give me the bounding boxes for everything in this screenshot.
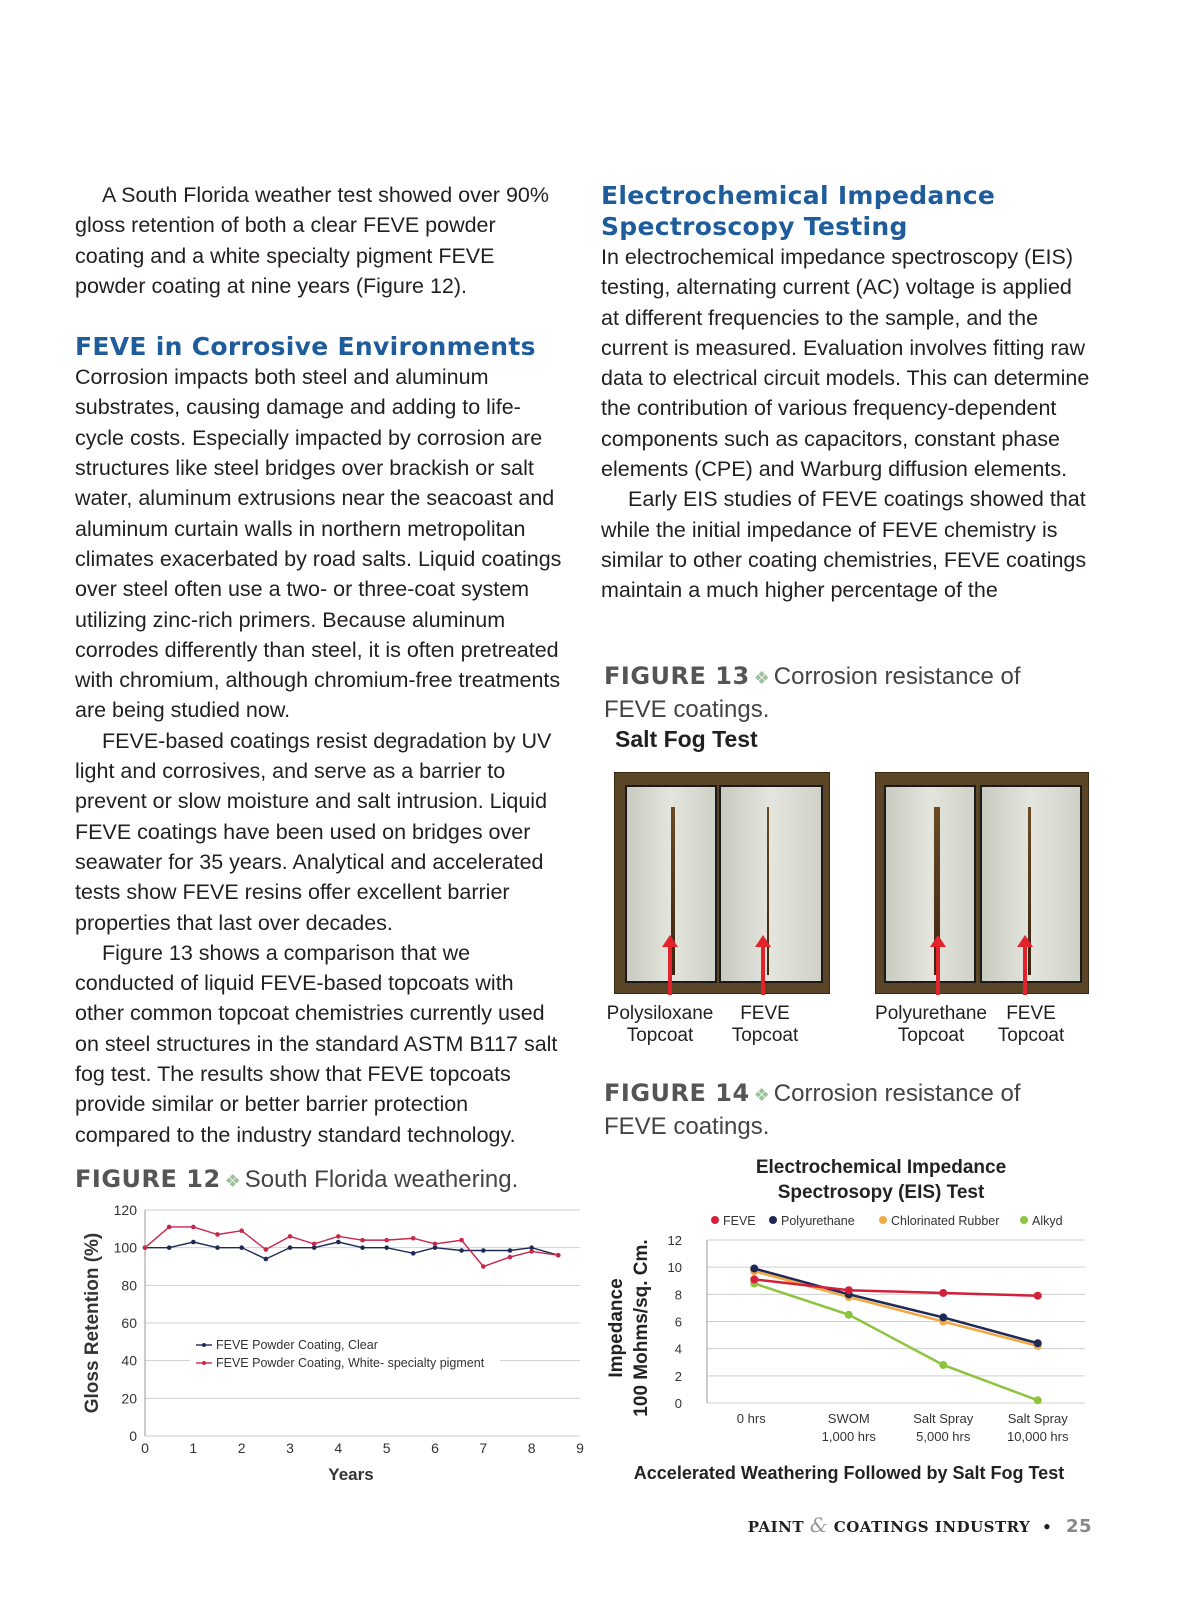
data-point [191,1225,196,1230]
x-tick-label: SWOM [827,1411,870,1426]
legend-label: Polyurethane [781,1214,855,1228]
data-point [143,1245,148,1250]
data-point [384,1245,389,1250]
publication-name: PAINT [747,1518,804,1536]
data-point [384,1238,389,1243]
legend-label: FEVE Powder Coating, White- specialty pigment [216,1356,485,1370]
x-tick-label: 10,000 hrs [1007,1429,1069,1444]
figure-13-subtitle: Salt Fog Test [615,726,758,752]
y-tick-label: 60 [121,1315,137,1331]
diamond-icon: ❖ [753,1085,770,1105]
data-point [215,1232,220,1237]
data-point [411,1236,416,1241]
figure-13-caption [604,661,1074,725]
ampersand: & [809,1513,829,1537]
data-point [239,1245,244,1250]
caption-text: South Florida weathering. [244,1166,519,1193]
arrow-icon [1023,945,1027,995]
figure-label: FIGURE 14 [604,1079,750,1107]
series-line [754,1271,1038,1346]
data-point [336,1240,341,1245]
data-point [750,1265,758,1273]
x-tick-label: 0 [141,1440,149,1456]
series-line [145,1242,558,1259]
y-axis-label: Impedance [606,1278,627,1378]
left-column [75,180,567,1150]
figure-label: FIGURE 12 [75,1165,221,1193]
data-point [167,1225,172,1230]
series-line [754,1283,1038,1400]
data-point [215,1245,220,1250]
y-tick-label: 8 [674,1287,682,1303]
body-paragraph: Figure 13 shows a comparison that we conducted of liquid FEVE-based topcoats with other common topcoat chemistries currently used on steel structures in the standard ASTM B117 salt fog test. The results show that FEVE topcoats provide similar or better barrier protection compared to the industry standard technology. [75,940,558,1147]
photo-label: Polyurethane Topcoat [875,1003,987,1046]
figure-label: FIGURE 13 [604,662,750,690]
y-tick-label: 20 [121,1390,137,1407]
legend-marker [202,1361,206,1365]
publication-name: COATINGS INDUSTRY [833,1518,1031,1536]
page-footer [748,1513,1092,1537]
legend-marker [711,1216,719,1224]
y-axis-label: Gloss Retention (%) [82,1232,103,1414]
y-tick-label: 100 [113,1239,137,1256]
legend-marker [1020,1216,1028,1224]
data-point [433,1242,438,1247]
x-tick-label: 2 [237,1440,246,1456]
data-point [508,1248,513,1253]
legend-marker [769,1216,777,1224]
section-heading-corrosive: FEVE in Corrosive Environments [75,332,536,362]
x-tick-label: 5 [382,1440,391,1456]
data-point [191,1240,196,1245]
x-tick-label: Salt Spray [913,1411,974,1426]
chart-title: Electrochemical Impedance [755,1157,1007,1178]
x-tick-label: 8 [527,1440,536,1456]
data-point [529,1249,534,1254]
data-point [1034,1292,1042,1300]
photo-label: Polysiloxane Topcoat [606,1003,714,1046]
data-point [288,1245,293,1250]
data-point [459,1238,464,1243]
salt-fog-photo-polysiloxane [614,772,830,994]
data-point [1034,1396,1042,1404]
arrow-icon [936,945,940,995]
section-heading-eis: Electrochemical Impedance Spectroscopy Testing [601,181,996,241]
x-tick-label: Salt Spray [1007,1411,1068,1426]
data-point [239,1228,244,1233]
series-line [754,1269,1038,1344]
y-tick-label: 40 [121,1352,137,1369]
data-point [264,1247,269,1252]
intro-paragraph: A South Florida weather test showed over 90% gloss retention of both a clear FEVE powder coating and a white specialty pigment FEVE powder coating at nine years (Figure 12). [75,183,549,298]
legend-marker [879,1216,887,1224]
data-point [312,1242,317,1247]
caption-text: Corrosion resistance of FEVE coatings. [604,1080,1021,1140]
y-tick-label: 12 [667,1233,682,1248]
data-point [360,1238,365,1243]
page-number: 25 [1065,1516,1092,1537]
legend-label: FEVE [723,1214,756,1228]
x-tick-label: 1,000 hrs [821,1429,876,1444]
legend-label: Chlorinated Rubber [891,1214,1000,1228]
gloss-retention-chart [70,1195,584,1495]
x-tick-label: 5,000 hrs [916,1429,971,1444]
x-tick-label: 6 [431,1440,439,1456]
data-point [556,1253,561,1258]
data-point [288,1234,293,1239]
arrow-icon [668,945,672,995]
body-paragraph: Corrosion impacts both steel and aluminum substrates, causing damage and adding to life-cycle costs. Especially impacted by corrosion are structures like steel bridges over brackish or salt water, aluminum extrusions near the seacoast and aluminum curtain walls in northern metropolitan climates exacerbated by road salts. Liquid coatings over steel often use a two- or three-coat system utilizing zinc-rich primers. Because aluminum corrodes differently than steel, it is often pretreated with chromium, although chromium-free treatments are being studied now. [75,365,562,723]
right-column [601,180,1093,606]
y-tick-label: 0 [129,1428,137,1444]
data-point [264,1257,269,1262]
data-point [411,1251,416,1256]
x-tick-label: 4 [334,1440,343,1456]
data-point [939,1361,947,1369]
y-tick-label: 6 [674,1314,682,1330]
x-axis-label: Accelerated Weathering Followed by Salt Fog Test [633,1463,1065,1483]
y-tick-label: 10 [667,1260,682,1276]
legend-label: Alkyd [1032,1214,1063,1228]
data-point [459,1248,464,1253]
x-tick-label: 7 [479,1440,488,1456]
body-paragraph: In electrochemical impedance spectroscopy (EIS) testing, alternating current (AC) voltage is applied at different frequencies to the sample, and the current is measured. Evaluation involves fitting raw data to electrical circuit models. This can determine the contribution of various frequency-dependent components such as capacitors, constant phase elements (CPE) and Warburg diffusion elements. [601,245,1090,482]
legend-label: FEVE Powder Coating, Clear [216,1338,378,1352]
y-tick-label: 4 [674,1341,682,1357]
legend-marker [202,1343,206,1347]
data-point [845,1311,853,1319]
data-point [750,1275,758,1283]
bullet: • [1042,1518,1053,1536]
x-tick-label: 3 [286,1440,294,1456]
y-axis-label: 100 Mohms/sq. Cm. [631,1239,652,1417]
data-point [167,1245,172,1250]
data-point [481,1264,486,1269]
body-paragraph: FEVE-based coatings resist degradation by UV light and corrosives, and serve as a barrier to prevent or slow moisture and salt intrusion. Liquid FEVE coatings have been used on bridges over seawater for 35 years. Analytical and accelerated tests show FEVE resins offer excellent barrier properties that last over decades. [75,728,552,935]
data-point [360,1245,365,1250]
figure-12-caption [75,1164,575,1197]
data-point [845,1286,853,1294]
chart-title: Spectrosopy (EIS) Test [777,1182,985,1203]
diamond-icon: ❖ [753,668,770,688]
data-point [481,1248,486,1253]
body-paragraph: Early EIS studies of FEVE coatings showed that while the initial impedance of FEVE chemistry is similar to other coating chemistries, FEVE coatings maintain a much higher percentage of the [601,487,1087,603]
figure-14-caption [604,1078,1074,1142]
x-axis-label: Years [328,1465,374,1484]
data-point [508,1255,513,1260]
series-line [145,1227,558,1267]
photo-label: FEVE Topcoat [997,1003,1065,1046]
x-tick-label: 9 [576,1440,584,1456]
photo-label: FEVE Topcoat [731,1003,799,1046]
caption-text: Corrosion resistance of FEVE coatings. [604,663,1021,723]
y-tick-label: 80 [121,1277,137,1294]
y-tick-label: 120 [113,1202,137,1218]
arrow-icon [761,945,765,995]
data-point [939,1289,947,1297]
salt-fog-photo-polyurethane [875,772,1089,994]
data-point [336,1234,341,1239]
data-point [939,1313,947,1321]
x-tick-label: 0 hrs [736,1411,766,1426]
y-tick-label: 2 [674,1368,682,1384]
y-tick-label: 0 [674,1396,682,1411]
x-tick-label: 1 [189,1440,198,1456]
data-point [1034,1339,1042,1347]
diamond-icon: ❖ [224,1171,241,1191]
eis-chart [600,1150,1100,1490]
